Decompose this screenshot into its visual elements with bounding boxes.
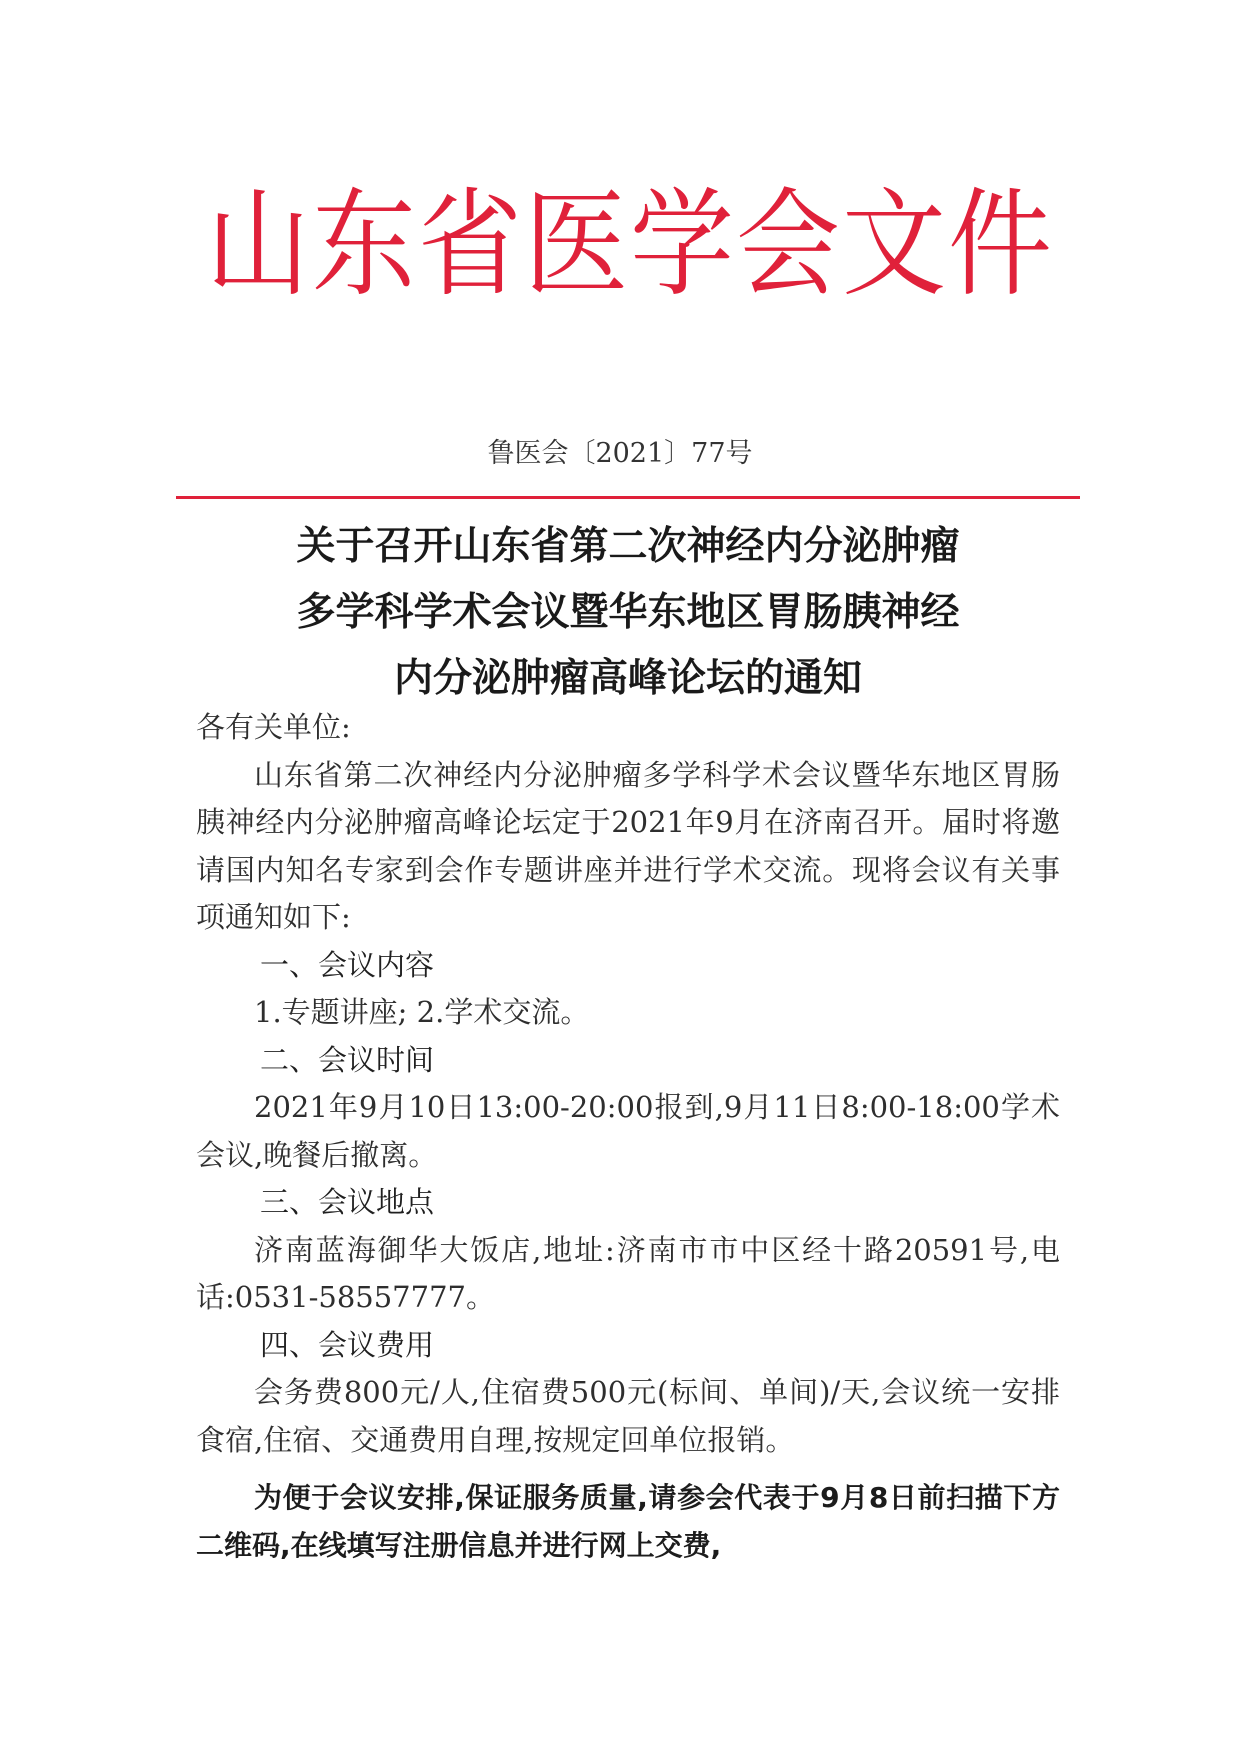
registration-paragraph: 为便于会议安排,保证服务质量,请参会代表于9月8日前扫描下方二维码,在线填写注册信息并进行网上交费, [196,1481,1060,1562]
notice-body [196,704,1060,1569]
section-heading-content: 一、会议内容 [260,947,435,982]
section-text-content: 1.专题讲座; 2.学术交流。 [254,995,590,1029]
section-heading-venue: 三、会议地点 [260,1185,435,1219]
section-text-time: 2021年9月10日13:00-20:00报到,9月11日8:00-18:00学术会议,晚餐后撤离。 [196,1090,1060,1172]
document-number: 鲁医会〔2021〕77号 [487,438,753,469]
notice-title-line-1: 关于召开山东省第二次神经内分泌肿瘤 [296,524,960,569]
intro-paragraph: 山东省第二次神经内分泌肿瘤多学科学术会议暨华东地区胃肠胰神经内分泌肿瘤高峰论坛定于2021年9月在济南召开。届时将邀请国内知名专家到会作专题讲座并进行学术交流。现将会议有关事项通知如下: [196,757,1060,934]
notice-title-line-3: 内分泌肿瘤高峰论坛的通知 [393,656,862,701]
section-text-fees: 会务费800元/人,住宿费500元(标间、单间)/天,会议统一安排食宿,住宿、交通费用自理,按规定回单位报销。 [196,1375,1060,1457]
notice-title [176,514,1080,712]
section-heading-fees: 四、会议费用 [260,1327,435,1362]
issuer-header-title: 山东省医学会文件 [205,175,1054,313]
section-text-venue: 济南蓝海御华大饭店,地址:济南市市中区经十路20591号,电话:0531-58557777。 [196,1232,1060,1314]
section-heading-time: 二、会议时间 [260,1042,435,1077]
notice-title-line-2: 多学科学术会议暨华东地区胃肠胰神经 [296,590,960,635]
red-divider-line [176,496,1080,499]
salutation: 各有关单位: [196,710,351,744]
